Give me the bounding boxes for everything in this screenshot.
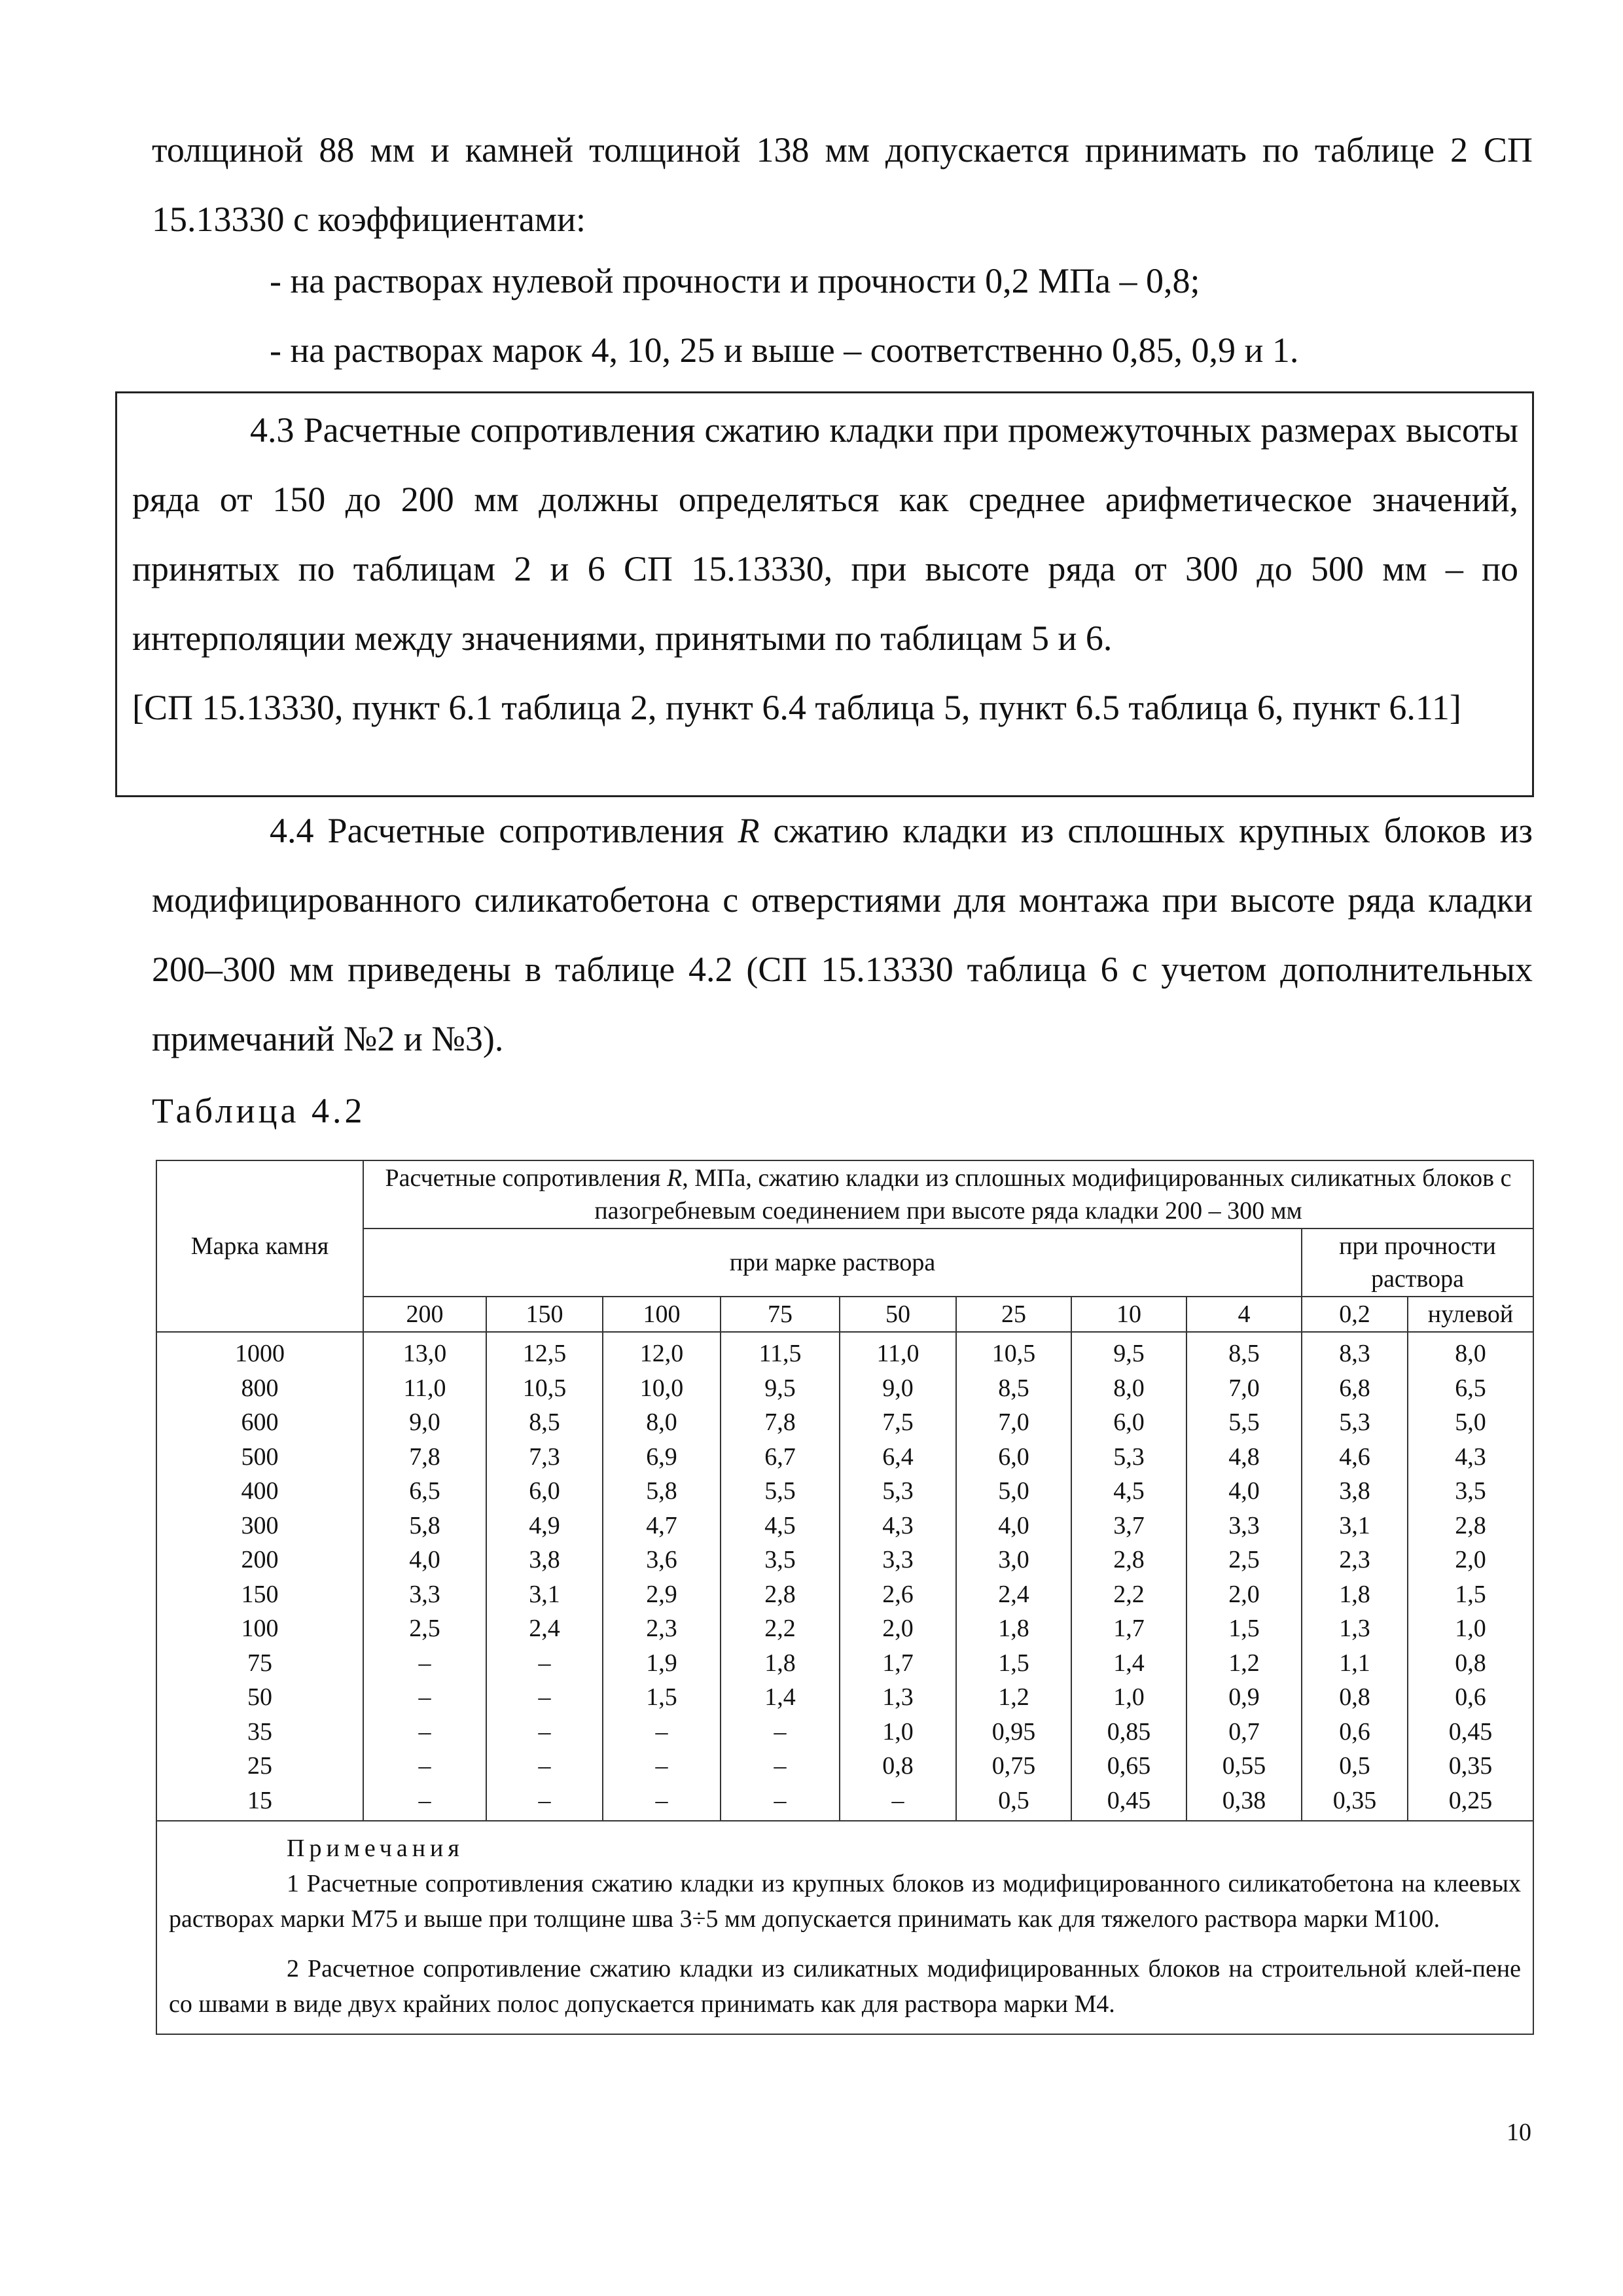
value-cell: 4,7	[603, 1509, 721, 1543]
header-main-lead: Расчетные сопротивления	[385, 1164, 668, 1192]
value-cell: 1,5	[1408, 1577, 1533, 1612]
stone-grade-cell: 15	[156, 1784, 363, 1821]
value-cell: 5,3	[840, 1474, 956, 1509]
table-notes	[156, 1821, 1533, 2034]
stone-grade-cell: 300	[156, 1509, 363, 1543]
stone-grade-cell: 100	[156, 1611, 363, 1646]
value-cell: –	[721, 1784, 840, 1821]
value-cell: 0,5	[956, 1784, 1071, 1821]
table-row	[156, 1440, 1533, 1475]
value-cell: 5,0	[956, 1474, 1071, 1509]
value-cell: –	[486, 1749, 603, 1784]
stone-grade-cell: 600	[156, 1405, 363, 1440]
value-cell: 0,85	[1071, 1715, 1186, 1749]
value-cell: 6,0	[956, 1440, 1071, 1475]
value-cell: 0,95	[956, 1715, 1071, 1749]
stone-grade-cell: 500	[156, 1440, 363, 1475]
value-cell: 0,9	[1186, 1680, 1302, 1715]
value-cell: 1,8	[956, 1611, 1071, 1646]
value-cell: 4,0	[363, 1543, 486, 1577]
value-cell: 1,5	[1186, 1611, 1302, 1646]
value-cell: 8,5	[1186, 1332, 1302, 1371]
value-cell: 0,35	[1302, 1784, 1408, 1821]
value-cell: 3,3	[1186, 1509, 1302, 1543]
column-header: 10	[1071, 1297, 1186, 1332]
value-cell: 5,5	[1186, 1405, 1302, 1440]
stone-grade-cell: 400	[156, 1474, 363, 1509]
table-row	[156, 1474, 1533, 1509]
value-cell: 10,5	[486, 1371, 603, 1406]
value-cell: 5,8	[363, 1509, 486, 1543]
value-cell: 6,7	[721, 1440, 840, 1475]
value-cell: 8,0	[1408, 1332, 1533, 1371]
value-cell: –	[840, 1784, 956, 1821]
table-row	[156, 1646, 1533, 1681]
value-cell: 12,0	[603, 1332, 721, 1371]
value-cell: 0,5	[1302, 1749, 1408, 1784]
section-4-3-text: 4.3 Расчетные сопротивления сжатию кладки при промежуточных размерах высоты ряда от 150 до 200 мм должны определяться как среднее арифметическое значений, принятых по таблицам 2 и 6 СП 15.13330, при высоте ряда от 300 до 500 мм – по интерполяции между значениями, принятыми по таблицам 5 и 6.	[132, 410, 1518, 658]
note-2: 2 Расчетное сопротивление сжатию кладки из силикатных модифицированных блоков на строительной клей-пене со швами в виде двух крайних полос допускается принимать как для раствора марки М4.	[169, 1955, 1522, 2018]
value-cell: 4,5	[1071, 1474, 1186, 1509]
value-cell: 1,7	[840, 1646, 956, 1681]
resistance-table	[156, 1160, 1534, 2035]
value-cell: 2,5	[1186, 1543, 1302, 1577]
value-cell: –	[721, 1715, 840, 1749]
table-row	[156, 1715, 1533, 1749]
value-cell: –	[363, 1749, 486, 1784]
value-cell: 10,5	[956, 1332, 1071, 1371]
value-cell: 1,5	[603, 1680, 721, 1715]
intro-bullet-1: - на растворах нулевой прочности и прочности 0,2 МПа – 0,8;	[270, 261, 1200, 300]
value-cell: 0,38	[1186, 1784, 1302, 1821]
value-cell: 3,6	[603, 1543, 721, 1577]
page-number: 10	[1507, 2119, 1531, 2146]
value-cell: –	[486, 1680, 603, 1715]
value-cell: 3,0	[956, 1543, 1071, 1577]
value-cell: 1,5	[956, 1646, 1071, 1681]
column-header: 0,2	[1302, 1297, 1408, 1332]
value-cell: 11,5	[721, 1332, 840, 1371]
value-cell: 11,0	[363, 1371, 486, 1406]
value-cell: 7,0	[1186, 1371, 1302, 1406]
table-row	[156, 1749, 1533, 1784]
value-cell: 9,0	[840, 1371, 956, 1406]
value-cell: 7,8	[363, 1440, 486, 1475]
value-cell: 1,1	[1302, 1646, 1408, 1681]
value-cell: 7,5	[840, 1405, 956, 1440]
header-main	[363, 1160, 1533, 1229]
value-cell: 7,8	[721, 1405, 840, 1440]
value-cell: 12,5	[486, 1332, 603, 1371]
value-cell: 4,0	[1186, 1474, 1302, 1509]
value-cell: 2,8	[1071, 1543, 1186, 1577]
section-4-4-rest: сжатию кладки из сплошных крупных блоков из модифицированного силикатобетона с отверстиями для монтажа при высоте ряда кладки 200–300 мм приведены в таблице 4.2 (СП 15.13330 таблица 6 с учетом дополнительных примечаний №2 и №3).	[152, 811, 1533, 1058]
table-row	[156, 1371, 1533, 1406]
value-cell: 0,8	[840, 1749, 956, 1784]
column-header: 100	[603, 1297, 721, 1332]
value-cell: 6,5	[363, 1474, 486, 1509]
column-header: 4	[1186, 1297, 1302, 1332]
value-cell: 1,2	[956, 1680, 1071, 1715]
value-cell: 0,65	[1071, 1749, 1186, 1784]
intro-paragraph: толщиной 88 мм и камней толщиной 138 мм допускается принимать по таблице 2 СП 15.13330 с коэффициентами:	[152, 130, 1533, 239]
intro-bullet-2: - на растворах марок 4, 10, 25 и выше – соответственно 0,85, 0,9 и 1.	[270, 331, 1299, 370]
value-cell: 2,0	[840, 1611, 956, 1646]
value-cell: –	[486, 1715, 603, 1749]
value-cell: 2,2	[1071, 1577, 1186, 1612]
value-cell: 6,8	[1302, 1371, 1408, 1406]
value-cell: 3,5	[1408, 1474, 1533, 1509]
value-cell: 1,7	[1071, 1611, 1186, 1646]
value-cell: 3,8	[1302, 1474, 1408, 1509]
value-cell: –	[363, 1646, 486, 1681]
value-cell: 9,0	[363, 1405, 486, 1440]
value-cell: 13,0	[363, 1332, 486, 1371]
value-cell: –	[603, 1715, 721, 1749]
value-cell: 1,4	[1071, 1646, 1186, 1681]
value-cell: 5,3	[1302, 1405, 1408, 1440]
value-cell: 0,6	[1408, 1680, 1533, 1715]
value-cell: 0,8	[1408, 1646, 1533, 1681]
stone-grade-cell: 25	[156, 1749, 363, 1784]
value-cell: 1,4	[721, 1680, 840, 1715]
value-cell: 3,8	[486, 1543, 603, 1577]
value-cell: 4,5	[721, 1509, 840, 1543]
value-cell: 6,0	[486, 1474, 603, 1509]
stone-grade-cell: 75	[156, 1646, 363, 1681]
table-row	[156, 1405, 1533, 1440]
stone-grade-cell: 150	[156, 1577, 363, 1612]
value-cell: 1,0	[1408, 1611, 1533, 1646]
value-cell: 2,9	[603, 1577, 721, 1612]
value-cell: 4,3	[1408, 1440, 1533, 1475]
header-mortar-strength: при прочности раствора	[1302, 1229, 1533, 1297]
value-cell: 6,0	[1071, 1405, 1186, 1440]
value-cell: 1,3	[1302, 1611, 1408, 1646]
value-cell: 6,9	[603, 1440, 721, 1475]
value-cell: 6,4	[840, 1440, 956, 1475]
value-cell: 0,45	[1408, 1715, 1533, 1749]
value-cell: 1,3	[840, 1680, 956, 1715]
value-cell: –	[363, 1715, 486, 1749]
stone-grade-cell: 50	[156, 1680, 363, 1715]
table-row	[156, 1611, 1533, 1646]
value-cell: –	[486, 1646, 603, 1681]
column-header: 50	[840, 1297, 956, 1332]
stone-grade-cell: 1000	[156, 1332, 363, 1371]
table-row	[156, 1577, 1533, 1612]
value-cell: 2,4	[956, 1577, 1071, 1612]
column-header: 75	[721, 1297, 840, 1332]
table-caption: Таблица 4.2	[152, 1091, 366, 1130]
value-cell: 10,0	[603, 1371, 721, 1406]
value-cell: 2,6	[840, 1577, 956, 1612]
value-cell: –	[721, 1749, 840, 1784]
value-cell: 2,3	[603, 1611, 721, 1646]
value-cell: 8,0	[603, 1405, 721, 1440]
value-cell: 2,5	[363, 1611, 486, 1646]
value-cell: 0,75	[956, 1749, 1071, 1784]
section-4-3-reference: [СП 15.13330, пункт 6.1 таблица 2, пункт 6.4 таблица 5, пункт 6.5 таблица 6, пункт 6.11]	[132, 688, 1461, 727]
value-cell: 2,2	[721, 1611, 840, 1646]
value-cell: 7,3	[486, 1440, 603, 1475]
value-cell: 1,0	[840, 1715, 956, 1749]
value-cell: 5,5	[721, 1474, 840, 1509]
value-cell: 3,1	[486, 1577, 603, 1612]
column-header: 25	[956, 1297, 1071, 1332]
value-cell: 9,5	[1071, 1332, 1186, 1371]
value-cell: 2,8	[1408, 1509, 1533, 1543]
stone-grade-cell: 200	[156, 1543, 363, 1577]
header-resistance-symbol: R	[667, 1164, 683, 1192]
value-cell: 5,3	[1071, 1440, 1186, 1475]
value-cell: 11,0	[840, 1332, 956, 1371]
value-cell: 2,8	[721, 1577, 840, 1612]
value-cell: 7,0	[956, 1405, 1071, 1440]
value-cell: 5,0	[1408, 1405, 1533, 1440]
value-cell: 0,7	[1186, 1715, 1302, 1749]
value-cell: 8,5	[956, 1371, 1071, 1406]
stone-grade-cell: 35	[156, 1715, 363, 1749]
column-header: нулевой	[1408, 1297, 1533, 1332]
value-cell: 0,6	[1302, 1715, 1408, 1749]
value-cell: 8,3	[1302, 1332, 1408, 1371]
value-cell: 8,0	[1071, 1371, 1186, 1406]
section-4-4-lead: 4.4 Расчетные сопротивления	[270, 811, 738, 850]
value-cell: 3,1	[1302, 1509, 1408, 1543]
resistance-symbol: R	[738, 811, 760, 850]
column-header: 200	[363, 1297, 486, 1332]
value-cell: 2,0	[1408, 1543, 1533, 1577]
value-cell: 4,6	[1302, 1440, 1408, 1475]
table-row	[156, 1680, 1533, 1715]
value-cell: 5,8	[603, 1474, 721, 1509]
value-cell: 0,45	[1071, 1784, 1186, 1821]
value-cell: –	[363, 1680, 486, 1715]
value-cell: 0,35	[1408, 1749, 1533, 1784]
value-cell: 1,8	[721, 1646, 840, 1681]
value-cell: 1,2	[1186, 1646, 1302, 1681]
value-cell: 0,8	[1302, 1680, 1408, 1715]
value-cell: 3,3	[363, 1577, 486, 1612]
value-cell: –	[603, 1784, 721, 1821]
section-4-4-text	[152, 796, 1533, 1073]
value-cell: 3,7	[1071, 1509, 1186, 1543]
value-cell: 1,0	[1071, 1680, 1186, 1715]
value-cell: 9,5	[721, 1371, 840, 1406]
table-row	[156, 1543, 1533, 1577]
value-cell: 1,8	[1302, 1577, 1408, 1612]
table-row	[156, 1332, 1533, 1371]
table-row	[156, 1509, 1533, 1543]
note-1: 1 Расчетные сопротивления сжатию кладки из крупных блоков из модифицированного силикатобетона на клеевых растворах марки М75 и выше при толщине шва 3÷5 мм допускается принимать как для тяжелого раствора марки М100.	[169, 1870, 1522, 1933]
value-cell: 4,8	[1186, 1440, 1302, 1475]
value-cell: 2,0	[1186, 1577, 1302, 1612]
header-main-rest: , МПа, сжатию кладки из сплошных модифицированных силикатных блоков с пазогребневым соединением при высоте ряда кладки 200 – 300 мм	[594, 1164, 1512, 1225]
value-cell: 1,9	[603, 1646, 721, 1681]
value-cell: –	[486, 1784, 603, 1821]
value-cell: 2,4	[486, 1611, 603, 1646]
value-cell: –	[363, 1784, 486, 1821]
table-row	[156, 1784, 1533, 1821]
value-cell: 4,3	[840, 1509, 956, 1543]
column-header: 150	[486, 1297, 603, 1332]
value-cell: 3,5	[721, 1543, 840, 1577]
value-cell: 2,3	[1302, 1543, 1408, 1577]
value-cell: 0,25	[1408, 1784, 1533, 1821]
value-cell: 0,55	[1186, 1749, 1302, 1784]
stone-grade-cell: 800	[156, 1371, 363, 1406]
header-stone-grade: Марка камня	[156, 1160, 363, 1332]
value-cell: 6,5	[1408, 1371, 1533, 1406]
value-cell: 8,5	[486, 1405, 603, 1440]
header-mortar-grade: при марке раствора	[363, 1229, 1302, 1297]
notes-heading: Примечания	[287, 1835, 464, 1862]
value-cell: –	[603, 1749, 721, 1784]
value-cell: 4,0	[956, 1509, 1071, 1543]
value-cell: 4,9	[486, 1509, 603, 1543]
value-cell: 3,3	[840, 1543, 956, 1577]
